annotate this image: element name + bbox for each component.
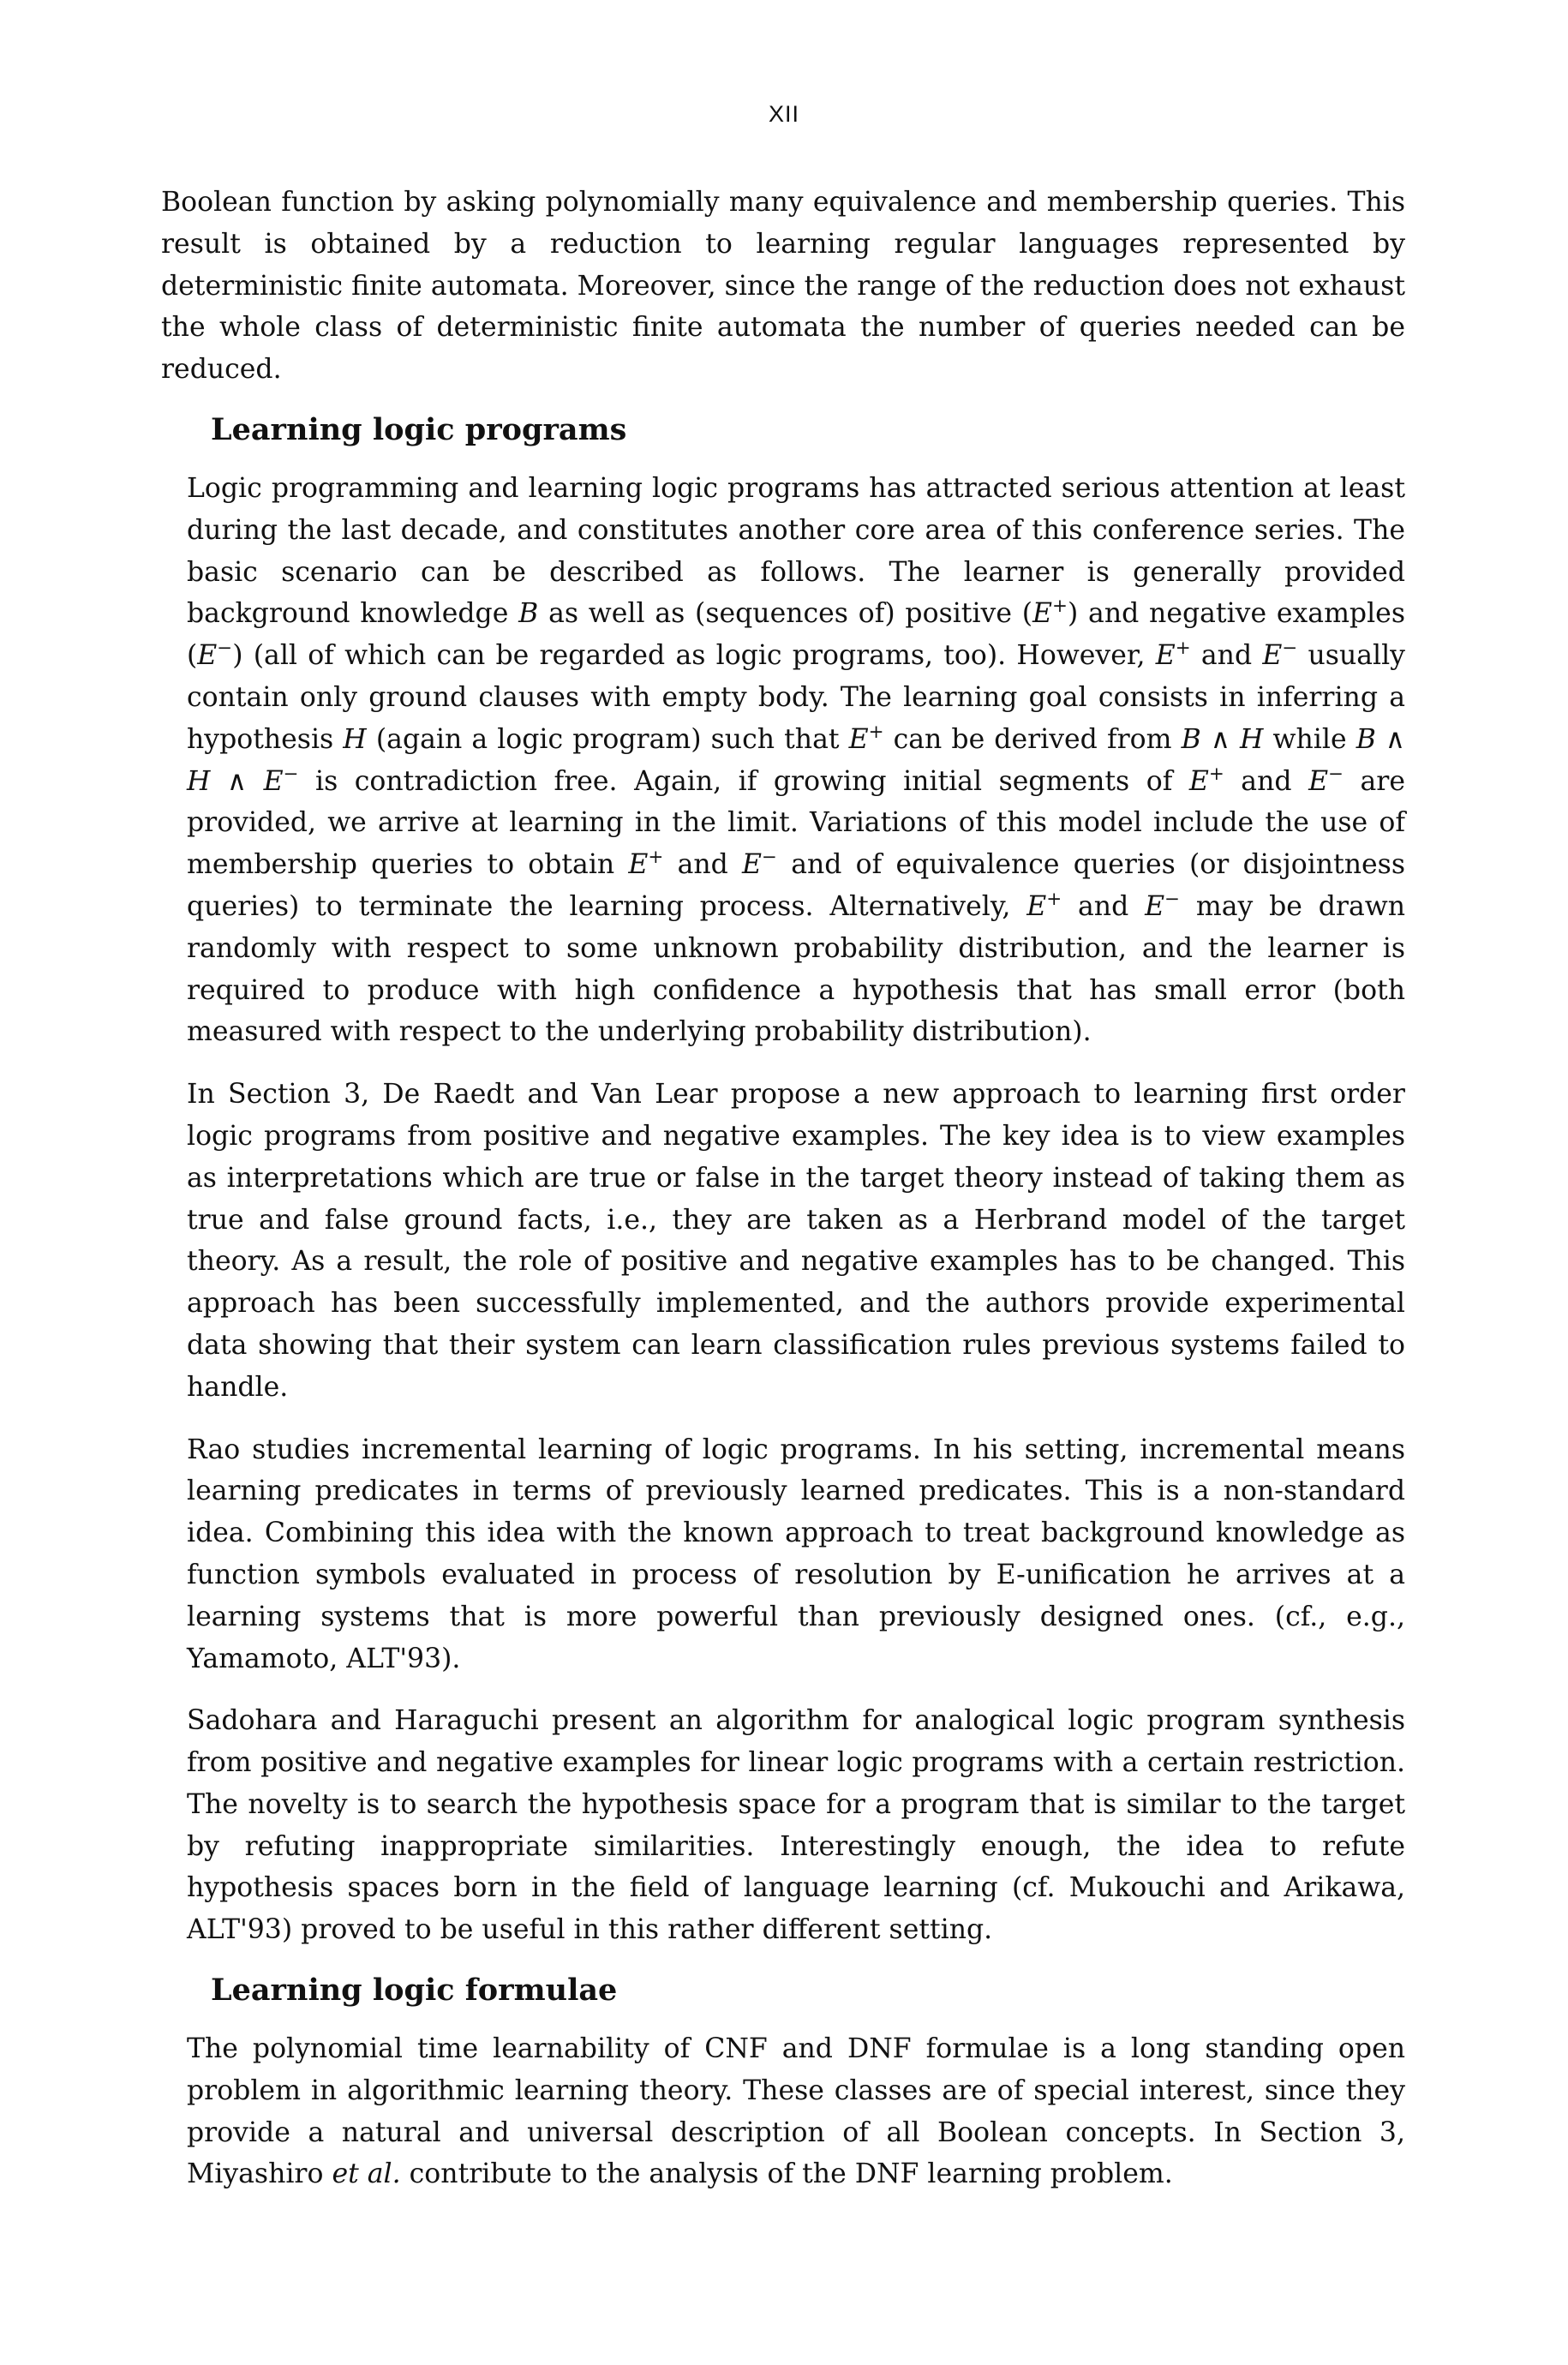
paragraph-sadohara-haraguchi: Sadohara and Haraguchi present an algorithm for analogical logic program synthesis from positive and negative examples for linear logic programs with a certain restriction. The novelty is to search the hypothesis space for a program that is similar to the target by refuting inappropriate similarities. Interestingly enough, the idea to refute hypothesis spaces born in the field of language learning (cf. Mukouchi and Arikawa, ALT'93) proved to be useful in this rather different setting. — [187, 1705, 1405, 1946]
paragraph-continuation: Boolean function by asking polynomially many equivalence and membership queries. This result is obtained by a reduction to learning regular languages represented by deterministic finite automata. Moreover, since the range of the reduction does not exhaust the whole class of deterministic finite automata the number of queries needed can be reduced. — [161, 187, 1405, 386]
section-heading-logic-formulae: Learning logic formulae — [211, 1973, 618, 2009]
section-heading-logic-programs: Learning logic programs — [211, 411, 627, 447]
page-body — [161, 182, 1405, 2216]
paragraph-logic-programs-scenario: Logic programming and learning logic programs has attracted serious attention at least during the last decade, and constitutes another core area of this conference series. The basic scenario can be described as follows. The learner is generally provided background knowledge B as well as (sequences of) positive (E+) and negative examples (E−) (all of which can be regarded as logic programs, too). However, E+ and E− usually contain only ground clauses with empty body. The learning goal consists in inferring a hypothesis H (again a logic program) such that E+ can be derived from B ∧ H while B ∧ H ∧ E− is contradiction free. Again, if growing initial segments of E+ and E− are provided, we arrive at learning in the limit. Variations of this model include the use of membership queries to obtain E+ and E− and of equivalence queries (or disjointness queries) to terminate the learning process. Alternatively, E+ and E− may be drawn randomly with respect to some unknown probability distribution, and the learner is required to produce with high confidence a hypothesis that has small error (both measured with respect to the underlying probability distribution). — [187, 472, 1406, 1048]
paragraph-logic-formulae: The polynomial time learnability of CNF and DNF formulae is a long standing open problem in algorithmic learning theory. These classes are of special interest, since they provide a natural and universal description of all Boolean concepts. In Section 3, Miyashiro et al. contribute to the analysis of the DNF learning problem. — [187, 2033, 1405, 2190]
paragraph-rao: Rao studies incremental learning of logic programs. In his setting, incremental means learning predicates in terms of previously learned predicates. This is a non-standard idea. Combining this idea with the known approach to treat background knowledge as function symbols evaluated in process of resolution by E-unification he arrives at a learning systems that is more powerful than previously designed ones. (cf., e.g., Yamamoto, ALT'93). — [187, 1434, 1405, 1674]
page-number: XII — [768, 101, 799, 127]
paragraph-de-raedt-van-lear: In Section 3, De Raedt and Van Lear propose a new approach to learning first order logic programs from positive and negative examples. The key idea is to view examples as interpretations which are true or false in the target theory instead of taking them as true and false ground facts, i.e., they are taken as a Herbrand model of the target theory. As a result, the role of positive and negative examples has to be changed. This approach has been successfully implemented, and the authors provide experimental data showing that their system can learn classification rules previous systems failed to handle. — [187, 1079, 1405, 1403]
